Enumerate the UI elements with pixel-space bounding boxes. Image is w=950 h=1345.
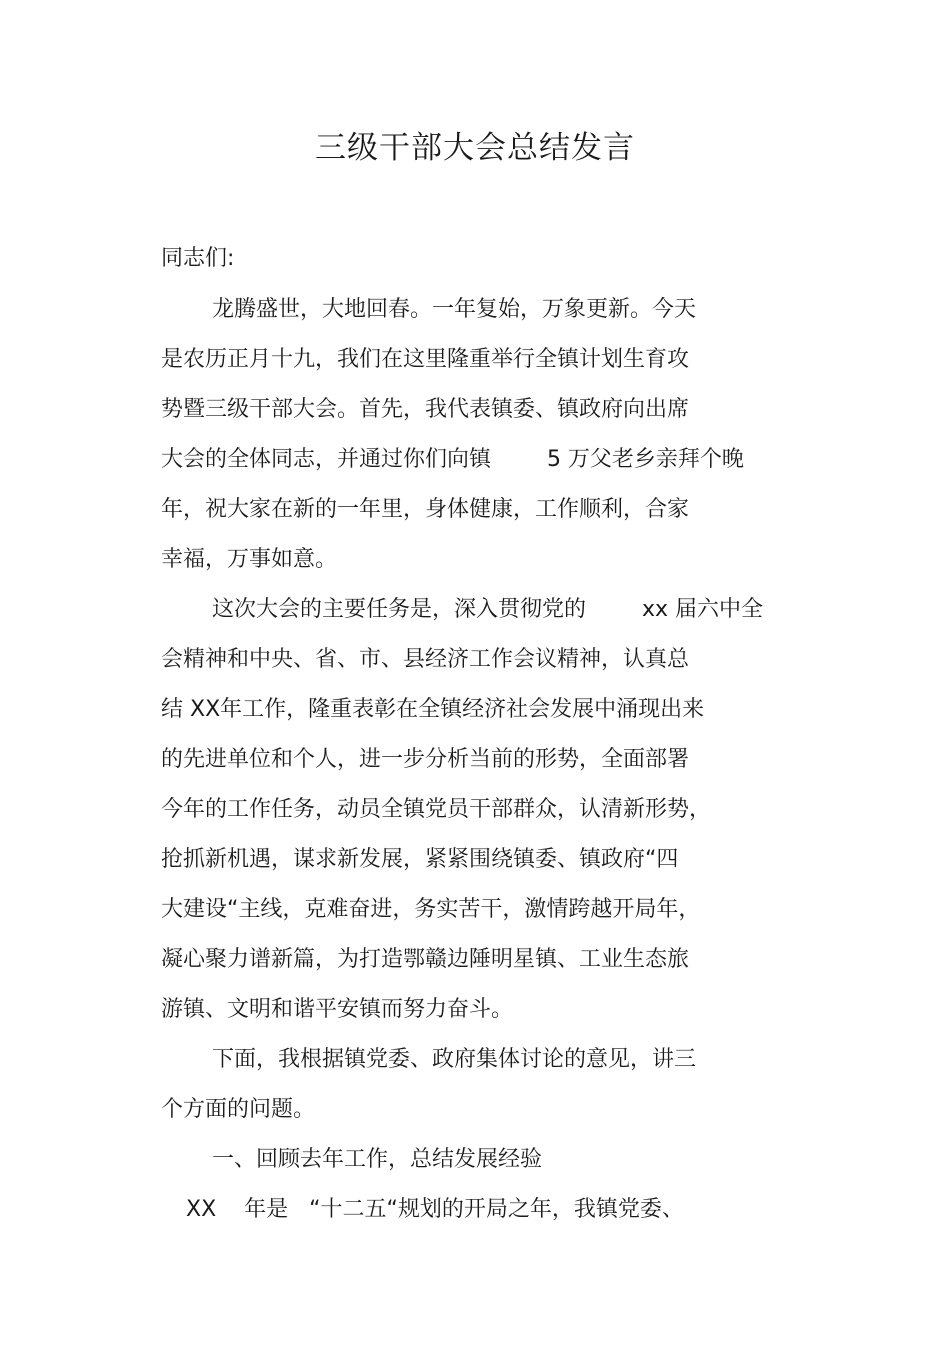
paragraph-line: 势暨三级干部大会。首先，我代表镇委、镇政府向出席 [161,397,690,422]
paragraph-line: 龙腾盛世，大地回春。一年复始，万象更新。今天 [212,297,697,322]
document-title: 三级干部大会总结发言 [315,130,635,166]
paragraph-line: 这次大会的主要任务是，深入贯彻党的 xx 届六中全 [212,597,763,622]
paragraph-line: 结 XX年工作，隆重表彰在全镇经济社会发展中涌现出来 [161,697,705,722]
paragraph-line: 今年的工作任务，动员全镇党员干部群众，认清新形势， [161,797,712,822]
paragraph-line: 凝心聚力谱新篇，为打造鄂赣边陲明星镇、工业生态旅 [161,947,690,972]
paragraph-line: 大会的全体同志，并通过你们向镇 5 万父老乡亲拜个晚 [161,447,744,472]
paragraph-line: 游镇、文明和谐平安镇而努力奋斗。 [161,997,514,1022]
paragraph-line: 幸福，万事如意。 [161,547,338,572]
paragraph-line: 下面，我根据镇党委、政府集体讨论的意见，讲三 [212,1047,697,1072]
section-heading: 一、回顾去年工作，总结发展经验 [212,1147,543,1172]
salutation: 同志们: [161,246,235,271]
paragraph-line: 会精神和中央、省、市、县经济工作会议精神，认真总 [161,647,690,672]
paragraph-line: XX 年是 “十二五“规划的开局之年，我镇党委、 [186,1197,684,1222]
paragraph-line: 年，祝大家在新的一年里，身体健康，工作顺利，合家 [161,497,690,522]
paragraph-line: 的先进单位和个人，进一步分析当前的形势，全面部署 [161,747,690,772]
paragraph-line: 抢抓新机遇，谋求新发展，紧紧围绕镇委、镇政府“四 [161,847,679,872]
paragraph-line: 是农历正月十九，我们在这里隆重举行全镇计划生育攻 [161,347,690,372]
paragraph-line: 个方面的问题。 [161,1097,316,1122]
paragraph-line: 大建设“主线，克难奋进，务实苦干，激情跨越开局年， [161,897,701,922]
